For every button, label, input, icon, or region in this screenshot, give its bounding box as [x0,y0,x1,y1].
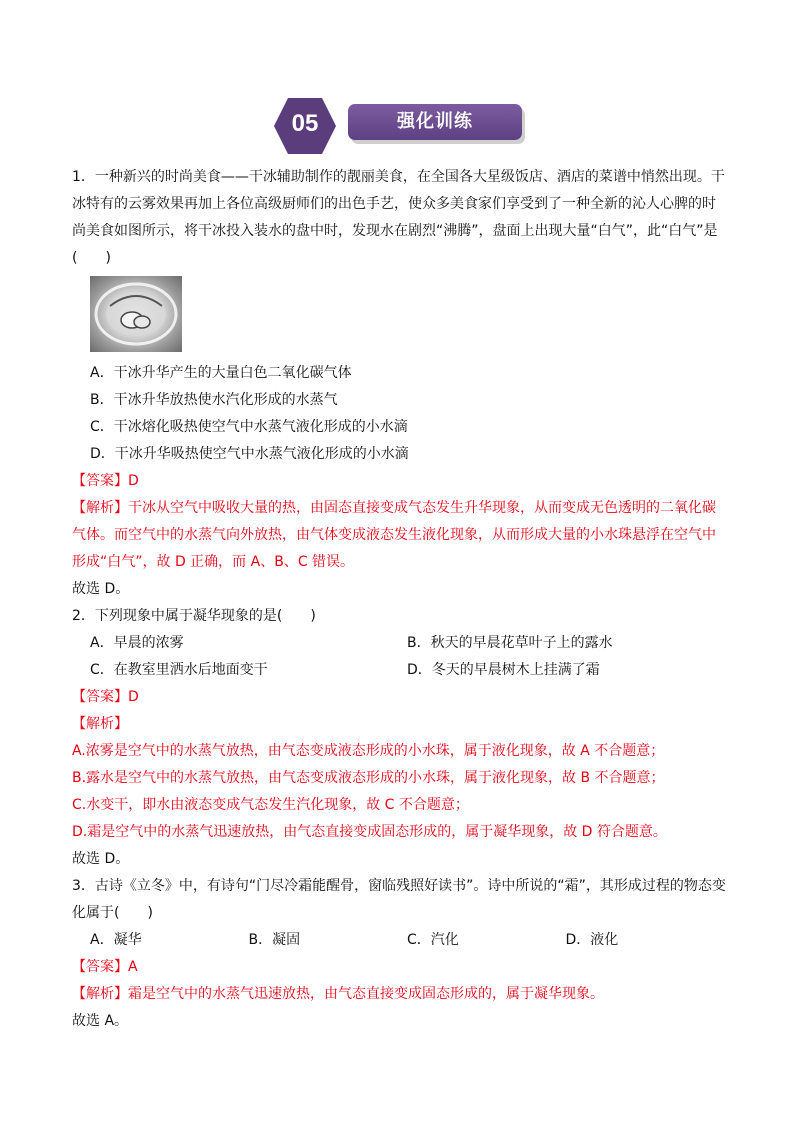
answer: 【答案】A [72,959,138,975]
section-number: 05 [291,110,319,137]
option-row [72,927,724,954]
question-stem-line: 尚美食如图所示，将干冰投入装水的盘中时，发现水在剧烈“沸腾”，盘面上出现大量“白气”，此“白气”是 [72,223,718,239]
analysis-line: 【解析】干冰从空气中吸收大量的热，由固态直接变成气态发生升华现象，从而变成无色透明的二氧化碳 [72,500,716,516]
analysis-line: C.水变干，即水由液态变成气态发生汽化现象，故 C 不合题意； [72,797,469,813]
analysis-heading: 【解析】 [72,716,128,732]
answer: 【答案】D [72,473,139,489]
worksheet-content [72,164,724,1035]
question-stem-line: 化属于( ) [72,905,153,921]
question-stem-line: 冰特有的云雾效果再加上各位高级厨师们的出色手艺，使众多美食家们享受到了一种全新的沁人心脾的时 [72,196,716,212]
option: B．秋天的早晨花草叶子上的露水 [407,635,613,651]
conclusion: 故选 D。 [72,851,130,867]
option: B．干冰升华放热使水汽化形成的水蒸气 [90,392,338,408]
option: C．汽化 [407,932,459,948]
option: D．冬天的早晨树木上挂满了霜 [407,662,600,678]
section-title-banner [348,104,522,140]
question-2 [72,603,724,873]
analysis-line: D.霜是空气中的水蒸气迅速放热，由气态直接变成固态形成的，属于凝华现象，故 D 符合题意。 [72,824,667,840]
option: A．干冰升华产生的大量白色二氧化碳气体 [90,365,352,381]
analysis-line: 形成“白气”，故 D 正确，而 A、B、C 错误。 [72,554,355,570]
option: A．凝华 [90,932,142,948]
conclusion: 故选 A。 [72,1013,129,1029]
option: D．干冰升华吸热使空气中水蒸气液化形成的小水滴 [90,446,409,462]
section-header [272,96,524,156]
answer: 【答案】D [72,689,139,705]
analysis-line: 气体。而空气中的水蒸气向外放热，由气体变成液态发生液化现象，从而形成大量的小水珠悬浮在空气中 [72,527,716,543]
option: C．干冰熔化吸热使空气中水蒸气液化形成的小水滴 [90,419,408,435]
section-title: 强化训练 [397,111,473,132]
question-stem-line: 3．古诗《立冬》中，有诗句“门尽冷霜能醒骨，窗临残照好读书”。诗中所说的“霜”，其形成过程的物态变 [72,878,726,894]
option-row [72,657,724,684]
question-stem-line: 2．下列现象中属于凝华现象的是( ) [72,608,316,624]
option: A．早晨的浓雾 [90,635,184,651]
question-stem-line: ( ) [72,250,111,266]
analysis-line: B.露水是空气中的水蒸气放热，由气态变成液态形成的小水珠，属于液化现象，故 B 不合题意； [72,770,665,786]
analysis-line: 【解析】霜是空气中的水蒸气迅速放热，由气态直接变成固态形成的，属于凝华现象。 [72,986,604,1002]
analysis-line: A.浓雾是空气中的水蒸气放热，由气态变成液态形成的小水珠，属于液化现象，故 A 不合题意； [72,743,665,759]
question-stem-line: 1．一种新兴的时尚美食——干冰辅助制作的靓丽美食，在全国各大星级饭店、酒店的菜谱中悄然出现。干 [72,169,725,185]
option: D．液化 [565,932,619,948]
conclusion: 故选 D。 [72,581,130,597]
dry-ice-dish-image [90,276,182,352]
option: C．在教室里洒水后地面变干 [90,662,268,678]
dry-ice-dish-icon [90,276,182,352]
option: B．凝固 [248,932,301,948]
question-1 [72,164,724,603]
option-row [72,630,724,657]
question-3 [72,873,724,1035]
